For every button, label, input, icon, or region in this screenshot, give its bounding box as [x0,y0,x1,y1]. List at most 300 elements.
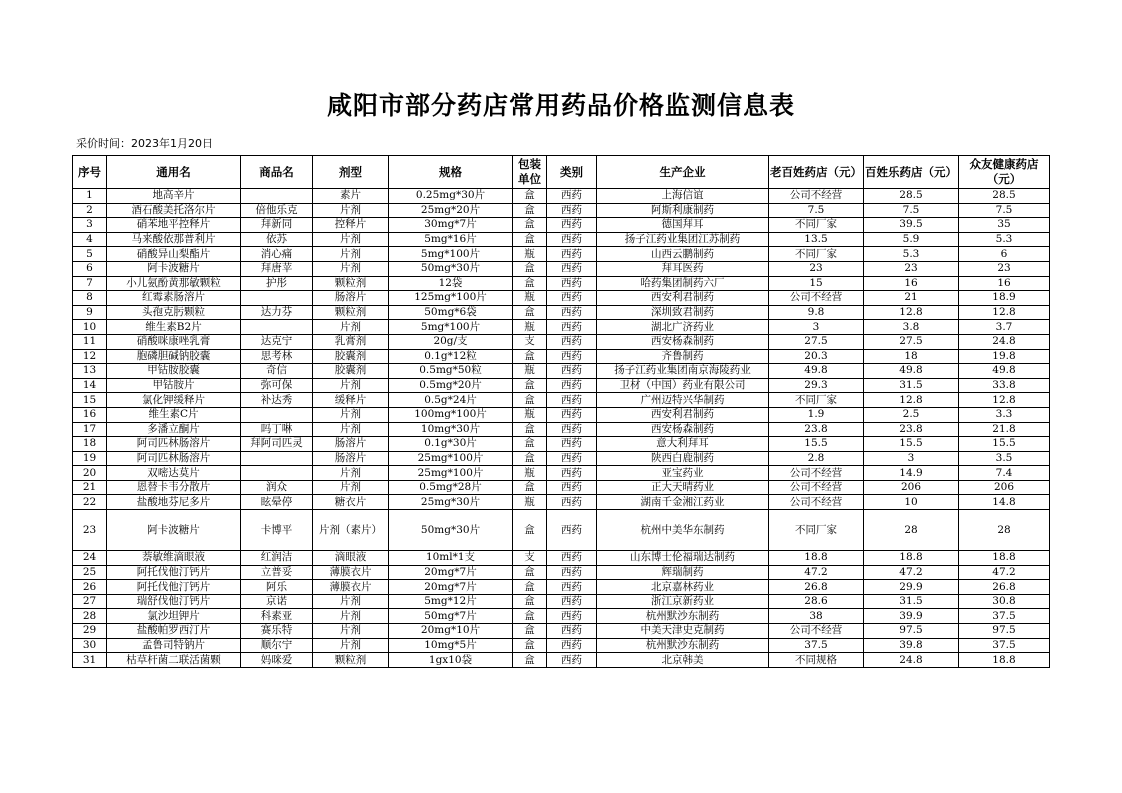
cell-no: 4 [73,232,107,247]
cell-price-laobaixing: 15 [769,276,864,291]
table-row [73,624,1050,639]
cell-dosage-form: 片剂 [313,609,389,624]
cell-generic-name: 地高辛片 [107,189,241,204]
cell-brand-name [241,189,313,204]
table-row [73,218,1050,233]
cell-price-baixingle: 5.3 [864,247,959,262]
cell-brand-name: 拜唐苹 [241,261,313,276]
cell-category: 西药 [547,624,597,639]
cell-manufacturer: 湖南千金湘江药业 [597,495,769,510]
cell-specification: 25mg*30片 [389,495,513,510]
cell-no: 28 [73,609,107,624]
cell-price-laobaixing: 公司不经营 [769,291,864,306]
cell-no: 8 [73,291,107,306]
cell-brand-name: 弥可保 [241,378,313,393]
cell-specification: 0.5mg*50粒 [389,364,513,379]
cell-dosage-form: 薄膜衣片 [313,565,389,580]
cell-price-baixingle: 31.5 [864,378,959,393]
cell-generic-name: 氯沙坦钾片 [107,609,241,624]
cell-price-laobaixing: 37.5 [769,638,864,653]
cell-price-baixingle: 18.8 [864,551,959,566]
cell-no: 10 [73,320,107,335]
cell-manufacturer: 浙江京新药业 [597,594,769,609]
cell-price-baixingle: 39.9 [864,609,959,624]
table-row [73,437,1050,452]
cell-manufacturer: 深圳致君制药 [597,305,769,320]
cell-no: 9 [73,305,107,320]
cell-manufacturer: 西安利君制药 [597,291,769,306]
cell-dosage-form: 乳膏剂 [313,334,389,349]
cell-price-zhongyou: 23 [959,261,1050,276]
cell-specification: 25mg*100片 [389,451,513,466]
table-row [73,594,1050,609]
cell-price-laobaixing: 47.2 [769,565,864,580]
header-brand-name: 商品名 [241,156,313,189]
cell-price-laobaixing: 26.8 [769,580,864,595]
cell-generic-name: 盐酸地芬尼多片 [107,495,241,510]
cell-dosage-form: 缓释片 [313,393,389,408]
cell-dosage-form: 控释片 [313,218,389,233]
cell-dosage-form: 片剂 [313,247,389,262]
cell-dosage-form: 片剂 [313,378,389,393]
cell-price-laobaixing: 29.3 [769,378,864,393]
cell-price-laobaixing: 27.5 [769,334,864,349]
header-specification: 规格 [389,156,513,189]
cell-category: 西药 [547,480,597,495]
cell-package-unit: 盒 [513,203,547,218]
cell-no: 24 [73,551,107,566]
cell-price-laobaixing: 不同规格 [769,653,864,668]
cell-no: 17 [73,422,107,437]
cell-price-laobaixing: 38 [769,609,864,624]
cell-no: 12 [73,349,107,364]
cell-specification: 30mg*7片 [389,218,513,233]
cell-package-unit: 盒 [513,565,547,580]
cell-price-laobaixing: 49.8 [769,364,864,379]
cell-generic-name: 阿托伐他汀钙片 [107,565,241,580]
cell-category: 西药 [547,653,597,668]
table-row [73,393,1050,408]
cell-manufacturer: 山东博士伦福瑞达制药 [597,551,769,566]
cell-generic-name: 甲钴胺片 [107,378,241,393]
cell-manufacturer: 哈药集团制药六厂 [597,276,769,291]
cell-package-unit: 盒 [513,638,547,653]
cell-generic-name: 多潘立酮片 [107,422,241,437]
cell-brand-name: 拜新同 [241,218,313,233]
cell-no: 18 [73,437,107,452]
cell-category: 西药 [547,609,597,624]
cell-category: 西药 [547,378,597,393]
cell-price-zhongyou: 97.5 [959,624,1050,639]
cell-specification: 25mg*100片 [389,466,513,481]
cell-price-zhongyou: 21.8 [959,422,1050,437]
cell-category: 西药 [547,218,597,233]
cell-package-unit: 盒 [513,510,547,551]
cell-package-unit: 盒 [513,451,547,466]
cell-brand-name: 达克宁 [241,334,313,349]
table-row [73,349,1050,364]
cell-generic-name: 马来酸依那普利片 [107,232,241,247]
cell-brand-name: 红润洁 [241,551,313,566]
header-package-unit: 包装单位 [513,156,547,189]
cell-no: 22 [73,495,107,510]
cell-price-zhongyou: 26.8 [959,580,1050,595]
cell-brand-name: 赛乐特 [241,624,313,639]
cell-generic-name: 头孢克肟颗粒 [107,305,241,320]
cell-price-laobaixing: 18.8 [769,551,864,566]
cell-dosage-form: 片剂 [313,407,389,422]
cell-specification: 5mg*100片 [389,320,513,335]
cell-brand-name: 依苏 [241,232,313,247]
cell-specification: 100mg*100片 [389,407,513,422]
cell-package-unit: 瓶 [513,291,547,306]
table-row [73,466,1050,481]
cell-package-unit: 盒 [513,261,547,276]
cell-price-baixingle: 5.9 [864,232,959,247]
cell-price-zhongyou: 28.5 [959,189,1050,204]
cell-specification: 20mg*7片 [389,565,513,580]
cell-no: 15 [73,393,107,408]
cell-price-baixingle: 3.8 [864,320,959,335]
cell-price-laobaixing: 15.5 [769,437,864,452]
table-row [73,422,1050,437]
cell-brand-name: 阿乐 [241,580,313,595]
cell-price-laobaixing: 7.5 [769,203,864,218]
cell-brand-name: 思考林 [241,349,313,364]
cell-dosage-form: 片剂 [313,638,389,653]
cell-package-unit: 盒 [513,594,547,609]
cell-category: 西药 [547,203,597,218]
cell-package-unit: 瓶 [513,320,547,335]
cell-category: 西药 [547,320,597,335]
cell-package-unit: 瓶 [513,495,547,510]
cell-category: 西药 [547,565,597,580]
cell-generic-name: 恩替卡韦分散片 [107,480,241,495]
cell-brand-name: 倍他乐克 [241,203,313,218]
cell-price-laobaixing: 20.3 [769,349,864,364]
cell-price-baixingle: 3 [864,451,959,466]
cell-dosage-form: 片剂 [313,624,389,639]
cell-price-zhongyou: 3.7 [959,320,1050,335]
cell-category: 西药 [547,466,597,481]
cell-dosage-form: 片剂 [313,232,389,247]
cell-package-unit: 盒 [513,422,547,437]
cell-package-unit: 盒 [513,218,547,233]
cell-brand-name: 科素亚 [241,609,313,624]
cell-specification: 20g/支 [389,334,513,349]
table-row [73,638,1050,653]
cell-price-baixingle: 206 [864,480,959,495]
cell-manufacturer: 上海信谊 [597,189,769,204]
cell-dosage-form: 肠溶片 [313,291,389,306]
cell-price-laobaixing: 公司不经营 [769,480,864,495]
cell-brand-name: 消心痛 [241,247,313,262]
cell-specification: 20mg*7片 [389,580,513,595]
cell-package-unit: 瓶 [513,407,547,422]
table-row [73,334,1050,349]
cell-dosage-form: 片剂 [313,203,389,218]
cell-category: 西药 [547,364,597,379]
table-row [73,565,1050,580]
price-collection-date: 采价时间：2023年1月20日 [76,137,213,150]
cell-price-laobaixing: 1.9 [769,407,864,422]
cell-package-unit: 盒 [513,437,547,452]
cell-dosage-form: 颗粒剂 [313,305,389,320]
cell-no: 13 [73,364,107,379]
table-row [73,203,1050,218]
cell-dosage-form: 片剂（素片） [313,510,389,551]
table-row [73,261,1050,276]
cell-price-zhongyou: 12.8 [959,393,1050,408]
drug-price-table [72,155,1050,668]
cell-price-laobaixing: 2.8 [769,451,864,466]
cell-package-unit: 盒 [513,305,547,320]
cell-package-unit: 支 [513,551,547,566]
cell-dosage-form: 片剂 [313,480,389,495]
cell-category: 西药 [547,437,597,452]
cell-price-baixingle: 23 [864,261,959,276]
cell-category: 西药 [547,247,597,262]
cell-manufacturer: 阿斯利康制药 [597,203,769,218]
cell-price-laobaixing: 公司不经营 [769,466,864,481]
header-manufacturer: 生产企业 [597,156,769,189]
cell-generic-name: 红霉素肠溶片 [107,291,241,306]
cell-manufacturer: 拜耳医药 [597,261,769,276]
table-row [73,407,1050,422]
cell-price-zhongyou: 5.3 [959,232,1050,247]
cell-brand-name [241,451,313,466]
cell-dosage-form: 薄膜衣片 [313,580,389,595]
cell-brand-name [241,407,313,422]
table-row [73,189,1050,204]
cell-brand-name: 护彤 [241,276,313,291]
table-header-row [73,156,1050,189]
cell-category: 西药 [547,232,597,247]
cell-price-laobaixing: 不同厂家 [769,393,864,408]
cell-price-zhongyou: 47.2 [959,565,1050,580]
table-row [73,480,1050,495]
cell-no: 30 [73,638,107,653]
cell-price-baixingle: 21 [864,291,959,306]
cell-manufacturer: 中美天津史克制药 [597,624,769,639]
cell-price-baixingle: 28 [864,510,959,551]
cell-category: 西药 [547,305,597,320]
cell-no: 23 [73,510,107,551]
cell-brand-name: 妈咪爱 [241,653,313,668]
cell-generic-name: 小儿氨酚黄那敏颗粒 [107,276,241,291]
cell-price-zhongyou: 28 [959,510,1050,551]
cell-no: 21 [73,480,107,495]
cell-manufacturer: 辉瑞制药 [597,565,769,580]
cell-manufacturer: 湖北广济药业 [597,320,769,335]
cell-price-laobaixing: 23.8 [769,422,864,437]
cell-price-zhongyou: 6 [959,247,1050,262]
cell-manufacturer: 正大天晴药业 [597,480,769,495]
cell-specification: 1gx10袋 [389,653,513,668]
cell-category: 西药 [547,495,597,510]
cell-manufacturer: 杭州中美华东制药 [597,510,769,551]
cell-specification: 50mg*7片 [389,609,513,624]
cell-manufacturer: 德国拜耳 [597,218,769,233]
cell-brand-name: 补达秀 [241,393,313,408]
cell-generic-name: 阿司匹林肠溶片 [107,451,241,466]
cell-generic-name: 阿卡波糖片 [107,510,241,551]
cell-specification: 50mg*30片 [389,510,513,551]
cell-package-unit: 支 [513,334,547,349]
cell-price-baixingle: 39.8 [864,638,959,653]
cell-generic-name: 甲钴胺胶囊 [107,364,241,379]
cell-category: 西药 [547,276,597,291]
cell-price-baixingle: 28.5 [864,189,959,204]
cell-price-baixingle: 2.5 [864,407,959,422]
cell-dosage-form: 肠溶片 [313,437,389,452]
cell-price-zhongyou: 206 [959,480,1050,495]
cell-price-laobaixing: 不同厂家 [769,247,864,262]
cell-price-zhongyou: 15.5 [959,437,1050,452]
cell-no: 20 [73,466,107,481]
header-store-laobaixing: 老百姓药店（元） [769,156,864,189]
cell-price-zhongyou: 37.5 [959,609,1050,624]
cell-generic-name: 维生素C片 [107,407,241,422]
cell-manufacturer: 杭州默沙东制药 [597,609,769,624]
cell-price-zhongyou: 18.8 [959,653,1050,668]
cell-generic-name: 硝酸咪康唑乳膏 [107,334,241,349]
cell-specification: 25mg*20片 [389,203,513,218]
cell-package-unit: 盒 [513,349,547,364]
header-store-baixingle: 百姓乐药店（元） [864,156,959,189]
cell-price-zhongyou: 12.8 [959,305,1050,320]
cell-price-baixingle: 23.8 [864,422,959,437]
cell-specification: 10mg*5片 [389,638,513,653]
table-row [73,510,1050,551]
cell-generic-name: 氯化钾缓释片 [107,393,241,408]
cell-price-baixingle: 27.5 [864,334,959,349]
cell-manufacturer: 扬子江药业集团江苏制药 [597,232,769,247]
cell-package-unit: 盒 [513,232,547,247]
cell-specification: 50mg*6袋 [389,305,513,320]
cell-price-baixingle: 29.9 [864,580,959,595]
cell-generic-name: 阿卡波糖片 [107,261,241,276]
cell-brand-name: 达力芬 [241,305,313,320]
cell-specification: 5mg*100片 [389,247,513,262]
cell-generic-name: 硝酸异山梨酯片 [107,247,241,262]
table-row [73,653,1050,668]
cell-manufacturer: 西安杨森制药 [597,334,769,349]
cell-price-zhongyou: 3.5 [959,451,1050,466]
cell-no: 19 [73,451,107,466]
table-row [73,291,1050,306]
table-row [73,276,1050,291]
cell-dosage-form: 糖衣片 [313,495,389,510]
table-row [73,247,1050,262]
cell-price-zhongyou: 24.8 [959,334,1050,349]
cell-price-baixingle: 10 [864,495,959,510]
table-row [73,495,1050,510]
cell-dosage-form: 滴眼液 [313,551,389,566]
cell-manufacturer: 广州迈特兴华制药 [597,393,769,408]
cell-category: 西药 [547,580,597,595]
cell-category: 西药 [547,451,597,466]
cell-generic-name: 酒石酸美托洛尔片 [107,203,241,218]
cell-brand-name: 京诺 [241,594,313,609]
cell-no: 3 [73,218,107,233]
cell-no: 16 [73,407,107,422]
cell-price-baixingle: 24.8 [864,653,959,668]
cell-generic-name: 维生素B2片 [107,320,241,335]
cell-package-unit: 瓶 [513,364,547,379]
cell-price-zhongyou: 7.4 [959,466,1050,481]
cell-generic-name: 阿托伐他汀钙片 [107,580,241,595]
cell-price-laobaixing: 公司不经营 [769,495,864,510]
table-row [73,551,1050,566]
cell-brand-name: 顺尔宁 [241,638,313,653]
cell-manufacturer: 山西云鹏制药 [597,247,769,262]
cell-package-unit: 盒 [513,189,547,204]
cell-generic-name: 萘敏维滴眼液 [107,551,241,566]
table-row [73,305,1050,320]
cell-specification: 5mg*16片 [389,232,513,247]
cell-brand-name [241,320,313,335]
cell-price-baixingle: 16 [864,276,959,291]
cell-no: 2 [73,203,107,218]
cell-price-zhongyou: 16 [959,276,1050,291]
cell-no: 29 [73,624,107,639]
cell-price-baixingle: 12.8 [864,305,959,320]
cell-generic-name: 胞磷胆碱钠胶囊 [107,349,241,364]
header-dosage-form: 剂型 [313,156,389,189]
header-no: 序号 [73,156,107,189]
cell-dosage-form: 胶囊剂 [313,349,389,364]
cell-price-zhongyou: 33.8 [959,378,1050,393]
cell-specification: 5mg*12片 [389,594,513,609]
cell-dosage-form: 片剂 [313,466,389,481]
cell-package-unit: 盒 [513,624,547,639]
cell-price-zhongyou: 14.8 [959,495,1050,510]
cell-manufacturer: 陕西白鹿制药 [597,451,769,466]
cell-no: 31 [73,653,107,668]
cell-package-unit: 盒 [513,276,547,291]
cell-price-zhongyou: 19.8 [959,349,1050,364]
cell-specification: 0.1g*30片 [389,437,513,452]
cell-generic-name: 孟鲁司特钠片 [107,638,241,653]
cell-generic-name: 盐酸帕罗西汀片 [107,624,241,639]
cell-package-unit: 瓶 [513,247,547,262]
cell-price-baixingle: 39.5 [864,218,959,233]
cell-manufacturer: 卫材（中国）药业有限公司 [597,378,769,393]
cell-price-laobaixing: 不同厂家 [769,510,864,551]
cell-dosage-form: 片剂 [313,261,389,276]
cell-generic-name: 瑞舒伐他汀钙片 [107,594,241,609]
cell-specification: 0.5mg*20片 [389,378,513,393]
cell-manufacturer: 杭州默沙东制药 [597,638,769,653]
cell-price-baixingle: 12.8 [864,393,959,408]
cell-price-baixingle: 31.5 [864,594,959,609]
cell-price-baixingle: 7.5 [864,203,959,218]
cell-specification: 20mg*10片 [389,624,513,639]
cell-no: 26 [73,580,107,595]
cell-brand-name: 眩晕停 [241,495,313,510]
table-row [73,378,1050,393]
cell-price-zhongyou: 18.9 [959,291,1050,306]
table-row [73,232,1050,247]
cell-manufacturer: 扬子江药业集团南京海陵药业 [597,364,769,379]
cell-brand-name: 拜阿司匹灵 [241,437,313,452]
cell-dosage-form: 颗粒剂 [313,653,389,668]
page-title: 咸阳市部分药店常用药品价格监测信息表 [326,91,795,120]
cell-package-unit: 盒 [513,480,547,495]
cell-price-laobaixing: 13.5 [769,232,864,247]
cell-brand-name: 奇信 [241,364,313,379]
